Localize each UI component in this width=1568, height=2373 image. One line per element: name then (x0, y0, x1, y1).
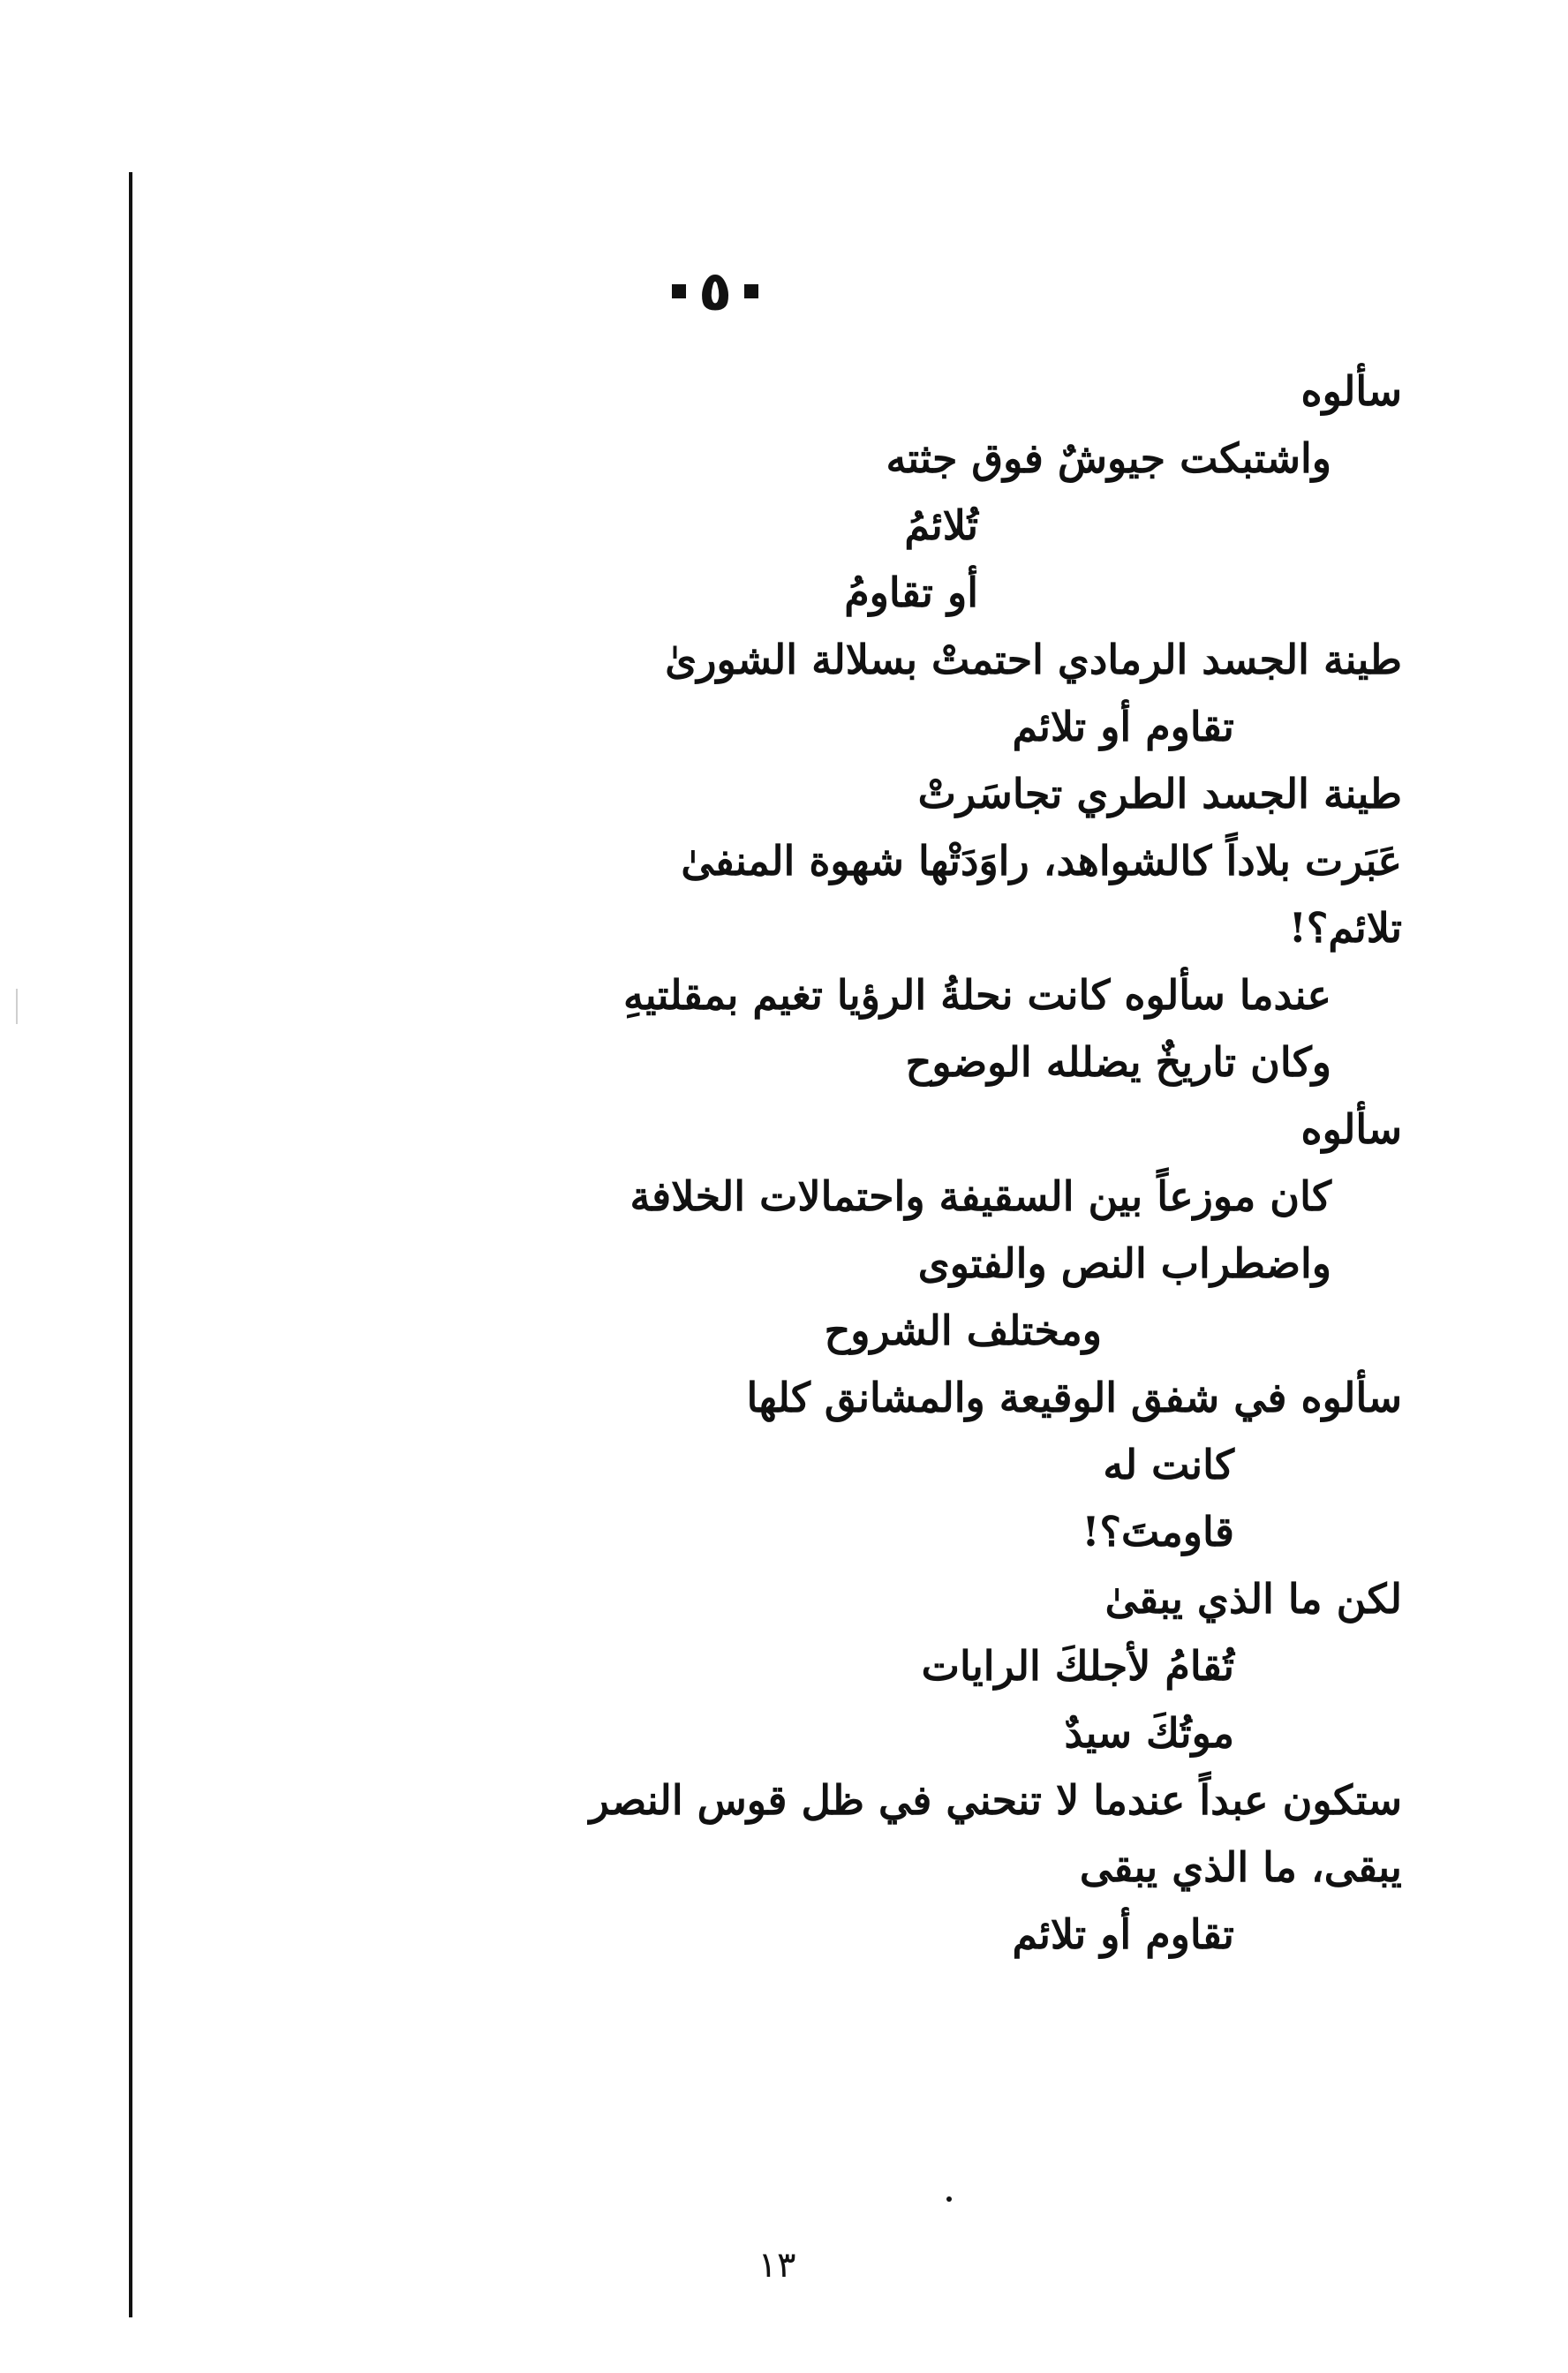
poem-line: واشتبكت جيوشٌ فوق جثته (886, 434, 1331, 482)
poem-line: عندما سألوه كانت نحلةُ الرؤيا تغيم بمقلتيهِ (623, 971, 1331, 1019)
poem-line: قاومتَ؟! (1082, 1508, 1234, 1556)
heading-square-left (672, 284, 686, 298)
poem-line: لكن ما الذي يبقىٰ (1104, 1575, 1402, 1623)
poem-line: واضطراب النص والفتوى (917, 1239, 1331, 1287)
poem-line: ستكون عبداً عندما لا تنحني في ظل قوس النصر (589, 1776, 1402, 1824)
section-heading (653, 256, 777, 327)
poem-line: ومختلف الشروح (824, 1307, 1102, 1354)
scan-edge-mark (16, 989, 18, 1024)
poem-line: طينة الجسد الطري تجاسَرتْ (917, 770, 1402, 817)
poem-line: وكان تاريخٌ يضلله الوضوح (905, 1038, 1331, 1086)
poem-line: كان موزعاً بين السقيفة واحتمالات الخلافة (629, 1172, 1331, 1220)
page-number: ١٣ (758, 2245, 796, 2286)
poem-line: سألوه (1300, 1105, 1402, 1153)
section-number: ٥ (698, 259, 732, 323)
left-margin-rule (129, 172, 132, 2317)
poem-line: طينة الجسد الرمادي احتمتْ بسلالة الشورىٰ (665, 636, 1402, 683)
poem-line: كانت له (1103, 1441, 1234, 1488)
poem-line: تُقامُ لأجلكَ الرايات (921, 1642, 1234, 1690)
poem-line: سألوه في شفق الوقيعة والمشانق كلها (746, 1374, 1402, 1421)
poem-line: تلائم؟! (1288, 904, 1402, 952)
poem-line: يبقى، ما الذي يبقى (1079, 1843, 1402, 1891)
poem-line: تقاوم أو تلائم (1012, 1910, 1234, 1958)
poem-body (519, 358, 1402, 1968)
stray-dot (946, 2196, 952, 2202)
poem-line: تقاوم أو تلائم (1012, 703, 1234, 750)
poem-line: أو تقاومُ (844, 569, 978, 616)
poem-line: عَبَرت بلاداً كالشواهد، راوَدَتْها شهوة المنفىٰ (681, 837, 1402, 885)
heading-square-right (744, 284, 758, 298)
poem-line: تُلائمُ (904, 501, 978, 549)
poem-line: موتُكَ سيدٌ (1064, 1709, 1234, 1757)
poem-line: سألوه (1300, 367, 1402, 415)
